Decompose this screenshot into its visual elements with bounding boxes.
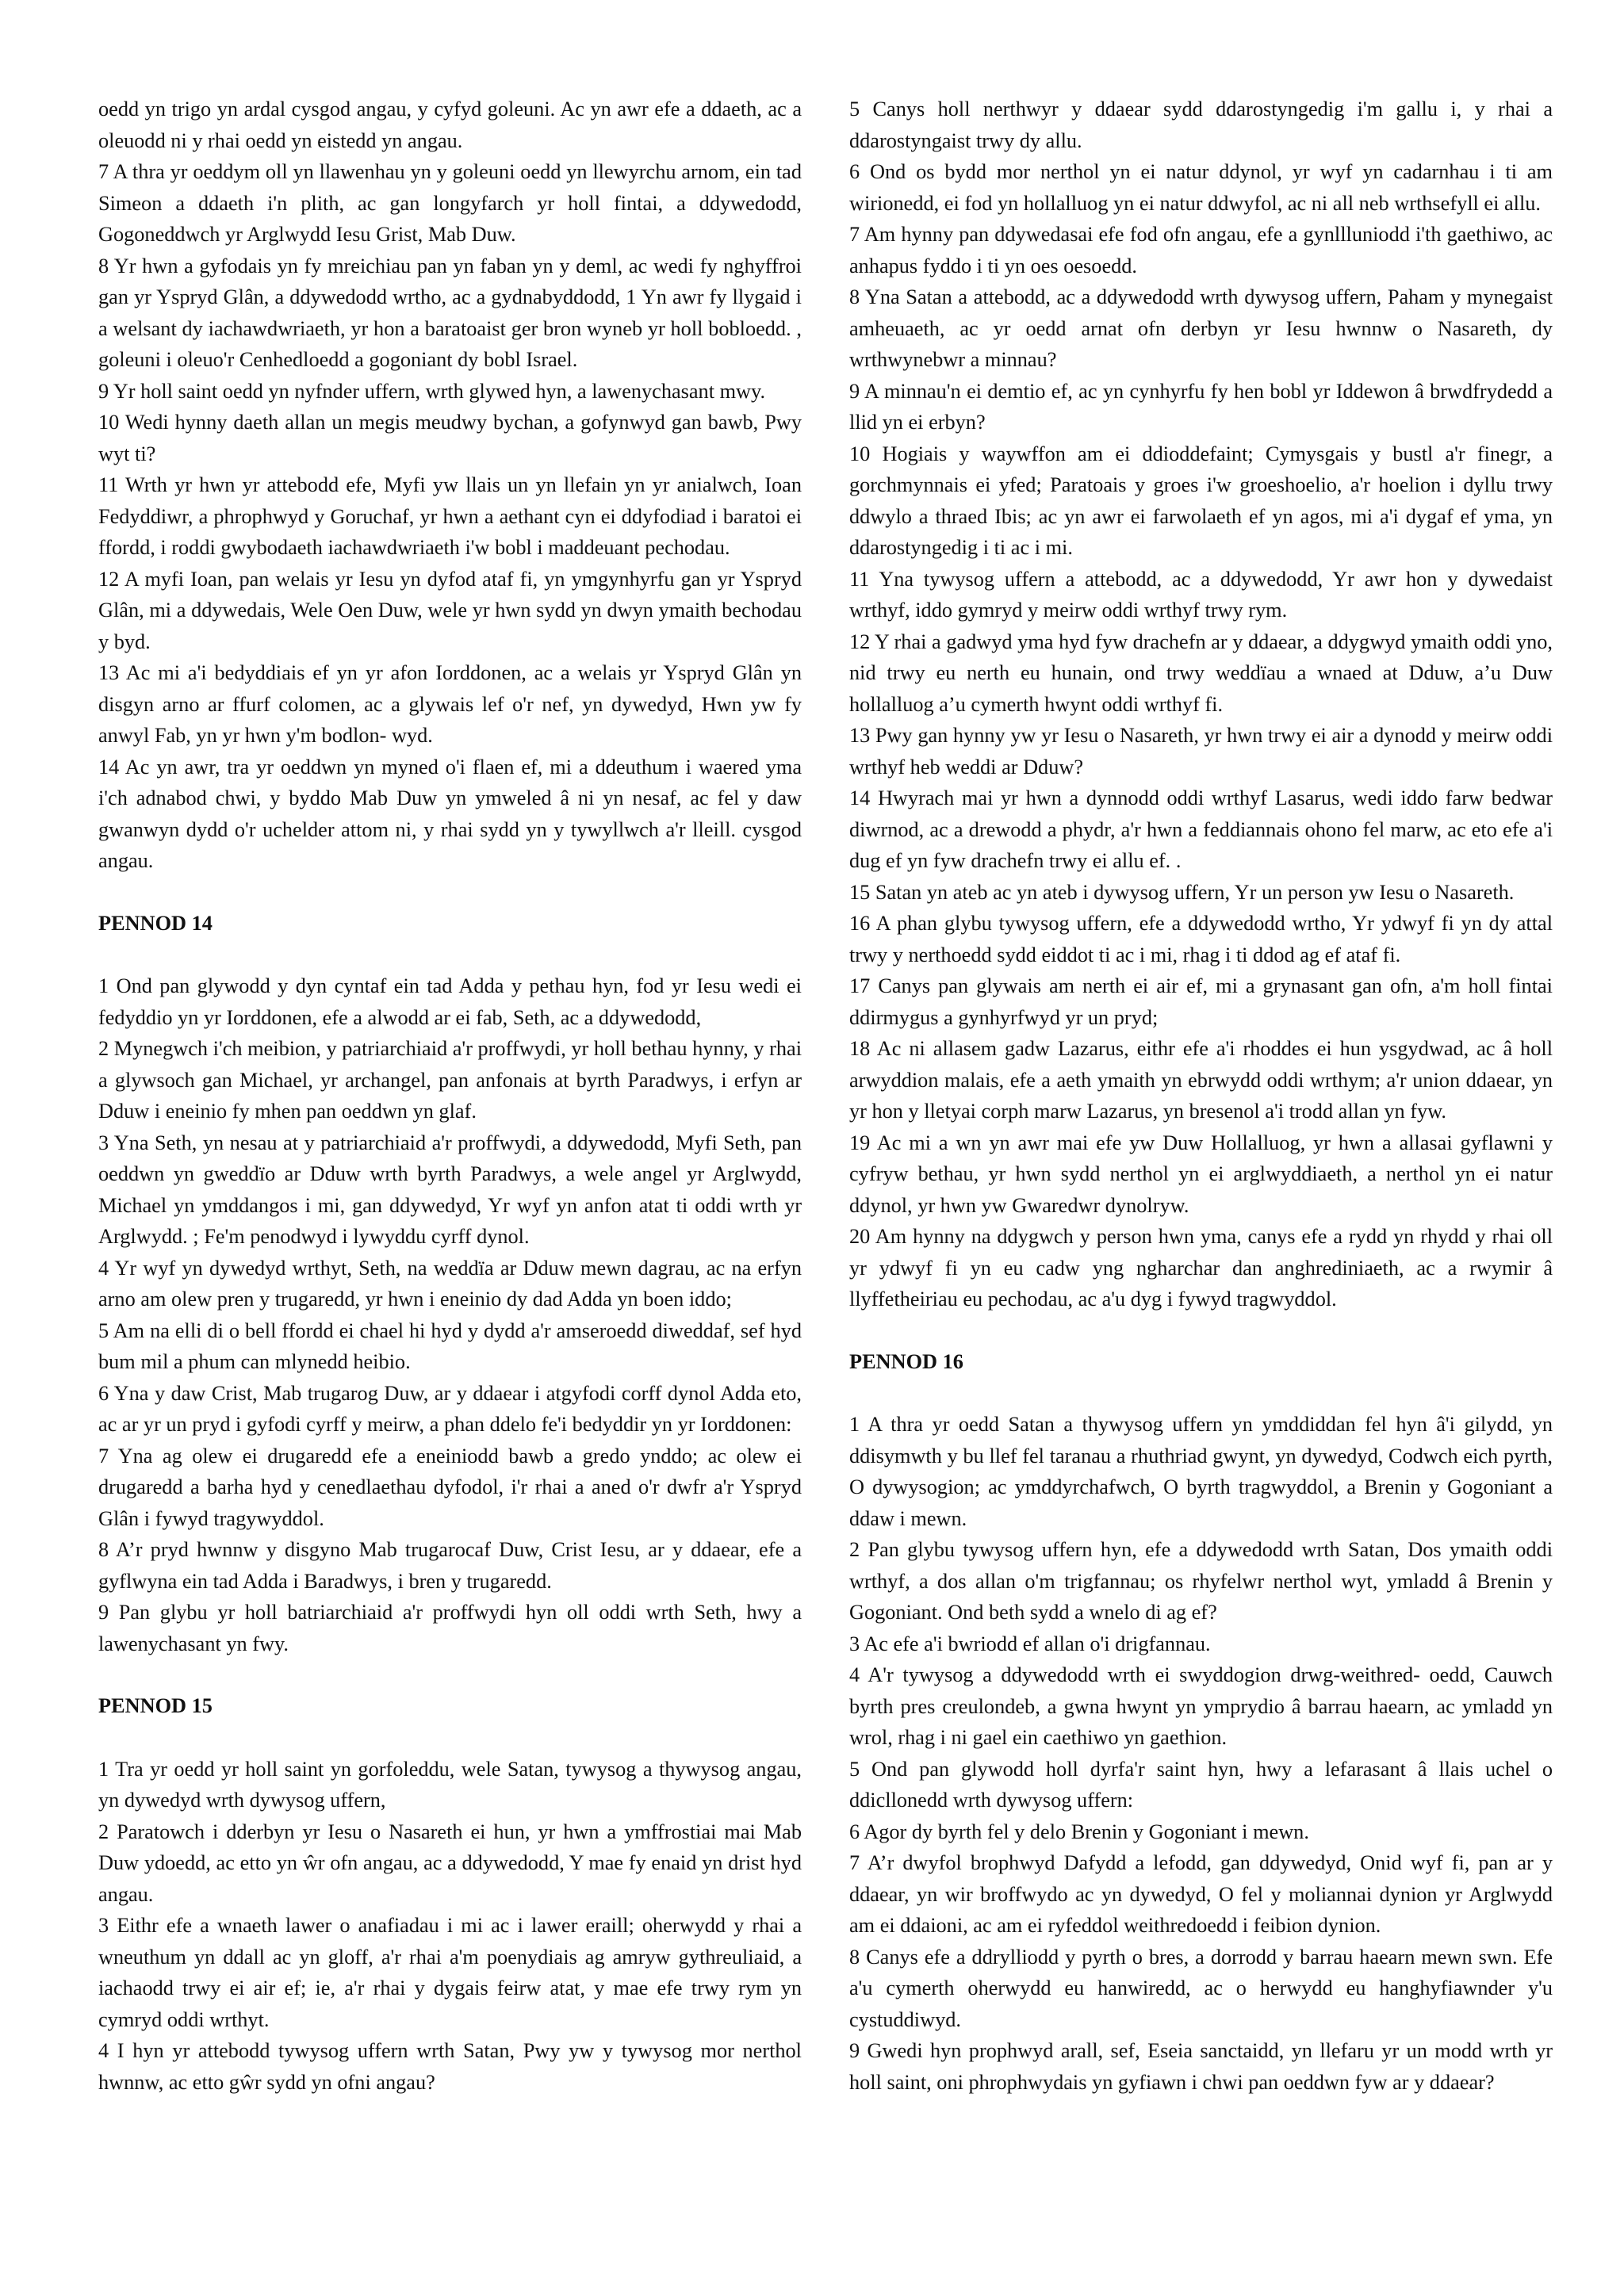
chapter-heading: PENNOD 15 xyxy=(98,1694,213,1717)
verse: 11 Yna tywysog uffern a attebodd, ac a ddywedodd, Yr awr hon y dywedaist wrthyf, iddo gymryd y meirw oddi wrthyf trwy rym. xyxy=(849,567,1553,622)
verse: 13 Ac mi a'i bedyddiais ef yn yr afon Iorddonen, ac a welais yr Yspryd Glân yn disgyn arno ar ffurf colomen, ac a glywais lef o'r nef, yn dywedyd, Hwn yw fy anwyl Fab, yn yr hwn y'm bodlon- wyd. xyxy=(98,661,802,747)
verse: 15 Satan yn ateb ac yn ateb i dywysog uffern, Yr un person yw Iesu o Nasareth. xyxy=(849,880,1515,904)
verse: 5 Canys holl nerthwyr y ddaear sydd ddarostyngedig i'm gallu i, y rhai a ddarostyngaist trwy dy allu. xyxy=(849,98,1553,152)
document-page xyxy=(98,94,1553,2234)
verse: 9 Gwedi hyn prophwyd arall, sef, Eseia sanctaidd, yn llefaru yr un modd wrth yr holl saint, oni phrophwydais yn gyfiawn i chwi pan oeddwn fyw ar y ddaear? xyxy=(849,2039,1553,2094)
verse: 8 Yna Satan a attebodd, ac a ddywedodd wrth dywysog uffern, Paham y mynegaist amheuaeth, ac yr oedd arnat ofn derbyn yr Iesu hwnnw o Nasareth, dy wrthwynebwr a minnau? xyxy=(849,285,1553,371)
verse: 1 Ond pan glywodd y dyn cyntaf ein tad Adda y pethau hyn, fod yr Iesu wedi ei fedyddio yn yr Iorddonen, efe a alwodd ar ei fab, Seth, ac a ddywedodd, xyxy=(98,974,802,1029)
verse: 9 A minnau'n ei demtio ef, ac yn cynhyrfu fy hen bobl yr Iddewon â brwdfrydedd a llid yn ei erbyn? xyxy=(849,379,1553,434)
verse: 4 Yr wyf yn dywedyd wrthyt, Seth, na weddïa ar Dduw mewn dagrau, ac na erfyn arno am olew pren y trugaredd, yr hwn i eneinio dy dad Adda yn boen iddo; xyxy=(98,1256,802,1311)
verse: 3 Ac efe a'i bwriodd ef allan o'i drigfannau. xyxy=(849,1632,1211,1655)
chapter-heading: PENNOD 14 xyxy=(98,911,213,935)
verse: 4 A'r tywysog a ddywedodd wrth ei swyddogion drwg-weithred- oedd, Cauwch byrth pres creulondeb, a gwna hwynt yn ymprydio â barrau haearn, ac ymladd yn wrol, rhag i ni gael ein caethiwo yn gaethion. xyxy=(849,1663,1553,1749)
verse: 14 Ac yn awr, tra yr oeddwn yn myned o'i flaen ef, mi a ddeuthum i waered yma i'ch adnabod chwi, y byddo Mab Duw yn ymweled â ni yn nesaf, ac fel y daw gwanwyn dydd o'r uchelder attom ni, y rhai sydd yn y tywyllwch a'r lleill. cysgod angau. xyxy=(98,755,802,872)
verse: 10 Wedi hynny daeth allan un megis meudwy bychan, a gofynwyd gan bawb, Pwy wyt ti? xyxy=(98,411,802,465)
verse: 1 A thra yr oedd Satan a thywysog uffern yn ymddiddan fel hyn â'i gilydd, yn ddisymwth y bu llef fel taranau a rhuthriad gwynt, yn dywedyd, Codwch eich pyrth, O dywysogion; ac ymddyrchafwch, O byrth tragwyddol, a Brenin y Gogoniant a ddaw i mewn. xyxy=(849,1413,1553,1530)
right-column xyxy=(849,94,1553,2234)
verse: 7 A thra yr oeddym oll yn llawenhau yn y goleuni oedd yn llewyrchu arnom, ein tad Simeon a ddaeth i'n plith, ac gan longyfarch yr holl fintai, a ddywedodd, Gogoneddwch yr Arglwydd Iesu Grist, Mab Duw. xyxy=(98,160,802,246)
verse: 17 Canys pan glywais am nerth ei air ef, mi a grynasant gan ofn, a'm holl fintai ddirmygus a gynhyrfwyd yr un pryd; xyxy=(849,974,1553,1029)
verse: 4 I hyn yr attebodd tywysog uffern wrth Satan, Pwy yw y tywysog mor nerthol hwnnw, ac etto gŵr sydd yn ofni angau? xyxy=(98,2039,802,2094)
verse: 7 Yna ag olew ei drugaredd efe a eneiniodd bawb a gredo ynddo; ac olew ei drugaredd a barha hyd y cenedlaethau dyfodol, i'r rhai a aned o'r dwfr a'r Yspryd Glân i fywyd tragywyddol. xyxy=(98,1444,802,1530)
verse: 8 Canys efe a ddrylliodd y pyrth o bres, a dorrodd y barrau haearn mewn swn. Efe a'u cymerth oherwydd eu hanwiredd, ac o herwydd eu hanghyfiawnder y'u cystuddiwyd. xyxy=(849,1945,1553,2031)
verse: 18 Ac ni allasem gadw Lazarus, eithr efe a'i rhoddes ei hun ysgydwad, ac â holl arwyddion malais, efe a aeth ymaith yn ebrwydd oddi wrthym; a'r union ddaear, yn yr hon y lletyai corph marw Lazarus, yn bresenol a'i trodd allan yn fyw. xyxy=(849,1037,1553,1123)
verse: 2 Pan glybu tywysog uffern hyn, efe a ddywedodd wrth Satan, Dos ymaith oddi wrthyf, a dos allan o'm trigfannau; os rhyfelwr nerthol wyt, ymladd â Brenin y Gogoniant. Ond beth sydd a wnelo di ag ef? xyxy=(849,1538,1553,1624)
verse: 8 Yr hwn a gyfodais yn fy mreichiau pan yn faban yn y deml, ac wedi fy nghyffroi gan yr Yspryd Glân, a ddywedodd wrtho, ac a gydnabyddodd, 1 Yn awr fy llygaid i a welsant dy iachawdwriaeth, yr hon a baratoaist ger bron wyneb yr holl bobloedd. , goleuni i oleuo'r Cenhedloedd a gogoniant dy bobl Israel. xyxy=(98,254,802,371)
verse: 12 Y rhai a gadwyd yma hyd fyw drachefn ar y ddaear, a ddygwyd ymaith oddi yno, nid trwy eu nerth eu hunain, ond trwy weddïau a wnaed at Dduw, a’u Duw hollalluog a’u cymerth hwynt oddi wrthyf fi. xyxy=(849,629,1553,716)
verse: 10 Hogiais y waywffon am ei ddioddefaint; Cymysgais y bustl a'r finegr, a gorchmynnais ei yfed; Paratoais y groes i'w groeshoelio, a'r hoelion i dyllu trwy ddwylo a thraed Ibis; ac yn awr ei farwolaeth ef yn agos, mi a'i dygaf ef yma, yn ddarostyngedig i ti ac i mi. xyxy=(849,442,1553,559)
verse: 11 Wrth yr hwn yr attebodd efe, Myfi yw llais un yn llefain yn yr anialwch, Ioan Fedyddiwr, a phrophwyd y Goruchaf, yr hwn a aethant cyn ei ddyfodiad i baratoi ei ffordd, i roddi gwybodaeth iachawdwriaeth i'w bobl i maddeuant pechodau. xyxy=(98,473,802,559)
verse: 3 Yna Seth, yn nesau at y patriarchiaid a'r proffwydi, a ddywedodd, Myfi Seth, pan oeddwn yn gweddïo ar Dduw wrth byrth Paradwys, a wele angel yr Arglwydd, Michael yn ymddangos i mi, gan ddywedyd, Yr wyf yn anfon atat ti oddi wrth yr Arglwydd. ; Fe'm penodwyd i lywyddu cyrff dynol. xyxy=(98,1131,802,1248)
verse: 6 Ond os bydd mor nerthol yn ei natur ddynol, yr wyf yn cadarnhau i ti am wirionedd, ei fod yn hollalluog yn ei natur ddwyfol, ac ni all neb wrthsefyll ei allu. xyxy=(849,160,1553,215)
verse: 7 Am hynny pan ddywedasai efe fod ofn angau, efe a gynllluniodd i'th gaethiwo, ac anhapus fyddo i ti yn oes oesoedd. xyxy=(849,223,1553,277)
verse: 16 A phan glybu tywysog uffern, efe a ddywedodd wrtho, Yr ydwyf fi yn dy attal trwy y nerthoedd sydd eiddot ti ac i mi, rhag i ti ddod ag ef ataf fi. xyxy=(849,912,1553,966)
verse: 7 A’r dwyfol brophwyd Dafydd a lefodd, gan ddywedyd, Onid wyf fi, pan ar y ddaear, yn wir broffwydo ac yn dywedyd, O fel y moliannai dynion yr Arglwydd am ei ddaioni, ac am ei ryfeddol weithredoedd i feibion dynion. xyxy=(849,1851,1553,1937)
verse: 2 Paratowch i dderbyn yr Iesu o Nasareth ei hun, yr hwn a ymffrostiai mai Mab Duw ydoedd, ac etto yn ŵr ofn angau, ac a ddywedodd, Y mae fy enaid yn drist hyd angau. xyxy=(98,1820,802,1906)
verse: 3 Eithr efe a wnaeth lawer o anafiadau i mi ac i lawer eraill; oherwydd y rhai a wneuthum yn ddall ac yn gloff, a'r rhai a'm poenydiais ag amryw gythreuliaid, a iachaodd trwy ei air ef; ie, a'r rhai y dygais feirw atat, y mae efe trwy rym yn cymryd oddi wrthyt. xyxy=(98,1914,802,2031)
chapter-heading: PENNOD 16 xyxy=(849,1349,963,1373)
verse: 6 Yna y daw Crist, Mab trugarog Duw, ar y ddaear i atgyfodi corff dynol Adda eto, ac ar yr un pryd i gyfodi cyrff y meirw, a phan ddelo fe'i bedyddir yn yr Iorddonen: xyxy=(98,1381,802,1436)
verse: 5 Am na elli di o bell ffordd ei chael hi hyd y dydd a'r amseroedd diweddaf, sef hyd bum mil a phum can mlynedd heibio. xyxy=(98,1318,802,1373)
verse: 8 A’r pryd hwnnw y disgyno Mab trugarocaf Duw, Crist Iesu, ar y ddaear, efe a gyflwyna ein tad Adda i Baradwys, i bren y trugaredd. xyxy=(98,1538,802,1593)
verse: 9 Yr holl saint oedd yn nyfnder uffern, wrth glywed hyn, a lawenychasant mwy. xyxy=(98,379,766,403)
verse: 9 Pan glybu yr holl batriarchiaid a'r proffwydi hyn oll oddi wrth Seth, hwy a lawenychasant yn fwy. xyxy=(98,1601,802,1655)
left-column xyxy=(98,94,802,2234)
verse: 14 Hwyrach mai yr hwn a dynnodd oddi wrthyf Lasarus, wedi iddo farw bedwar diwrnod, ac a drewodd a phydr, a'r hwn a feddiannais ohono fel marw, ac eto efe a'i dug ef yn fyw drachefn trwy ei allu ef. . xyxy=(849,786,1553,872)
verse: 6 Agor dy byrth fel y delo Brenin y Gogoniant i mewn. xyxy=(849,1820,1309,1843)
verse: 2 Mynegwch i'ch meibion, y patriarchiaid a'r proffwydi, yr holl bethau hynny, y rhai a glywsoch gan Michael, yr archangel, pan anfonais at byrth Paradwys, i erfyn ar Dduw i eneinio fy mhen pan oeddwn yn glaf. xyxy=(98,1037,802,1123)
verse: 19 Ac mi a wn yn awr mai efe yw Duw Hollalluog, yr hwn a allasai gyflawni y cyfryw bethau, yr hwn sydd nerthol yn ei arglwyddiaeth, a nerthol yn ei natur ddynol, yr hwn yw Gwaredwr dynolryw. xyxy=(849,1131,1553,1217)
paragraph: oedd yn trigo yn ardal cysgod angau, y cyfyd goleuni. Ac yn awr efe a ddaeth, ac a oleuodd ni y rhai oedd yn eistedd yn angau. xyxy=(98,98,802,152)
verse: 5 Ond pan glywodd holl dyrfa'r saint hyn, hwy a lefarasant â llais uchel o ddicllonedd wrth dywysog uffern: xyxy=(849,1757,1553,1812)
verse: 20 Am hynny na ddygwch y person hwn yma, canys efe a rydd yn rhydd y rhai oll yr ydwyf fi yn eu cadw yng ngharchar dan anghrediniaeth, ac a rwymir â llyffetheiriau eu pechodau, ac a'u dyg i fywyd tragwyddol. xyxy=(849,1225,1553,1311)
verse: 13 Pwy gan hynny yw yr Iesu o Nasareth, yr hwn trwy ei air a dynodd y meirw oddi wrthyf heb weddi ar Dduw? xyxy=(849,724,1553,779)
verse: 12 A myfi Ioan, pan welais yr Iesu yn dyfod ataf fi, yn ymgynhyrfu gan yr Yspryd Glân, mi a ddywedais, Wele Oen Duw, wele yr hwn sydd yn dwyn ymaith bechodau y byd. xyxy=(98,567,802,653)
verse: 1 Tra yr oedd yr holl saint yn gorfoleddu, wele Satan, tywysog a thywysog angau, yn dywedyd wrth dywysog uffern, xyxy=(98,1757,802,1812)
